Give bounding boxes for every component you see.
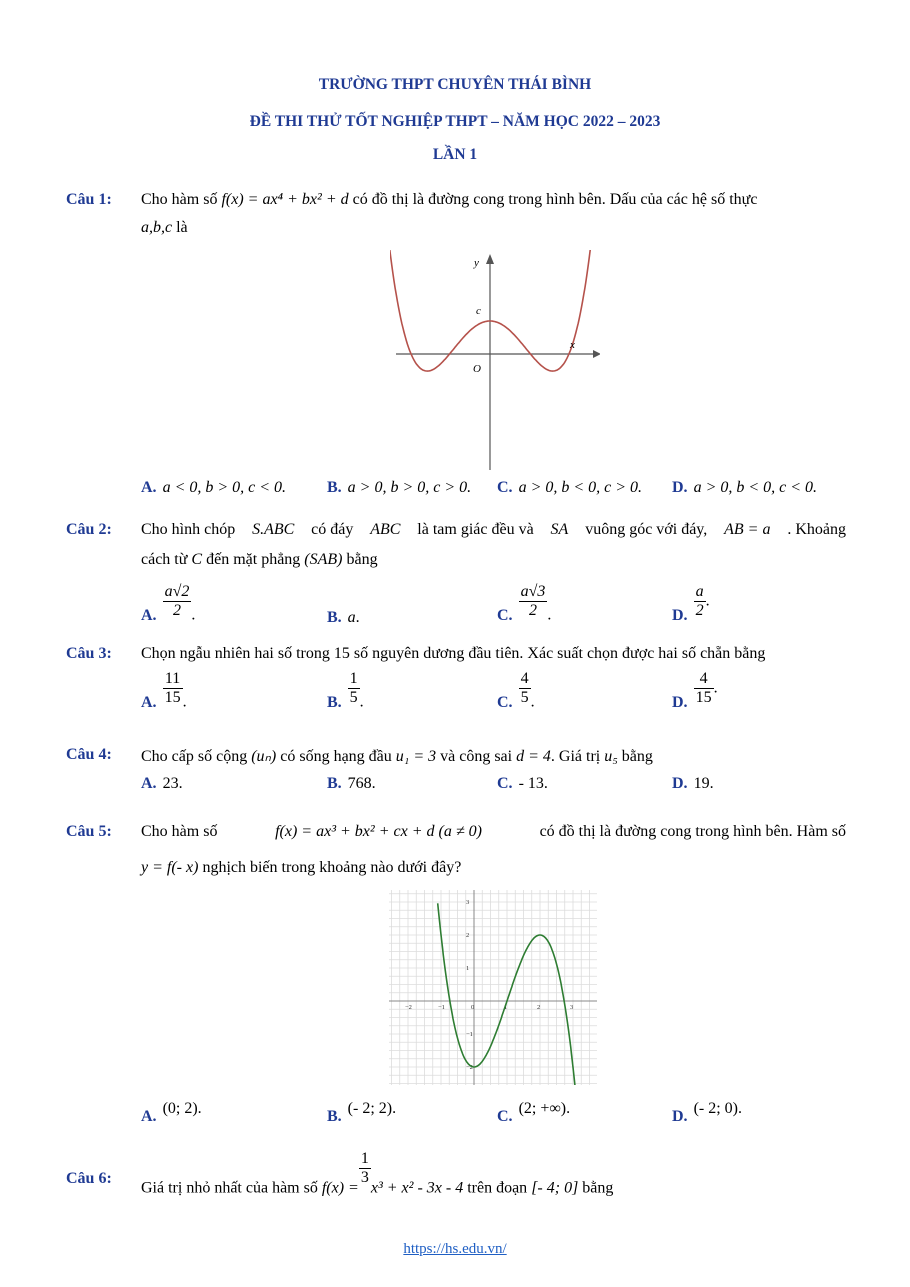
q4-option-b[interactable]: B. 768. bbox=[327, 775, 376, 792]
y-tick-label: 1 bbox=[466, 965, 470, 972]
footer-link[interactable]: https://hs.edu.vn/ bbox=[403, 1241, 507, 1257]
question-4-label: Câu 4: bbox=[66, 746, 112, 763]
q4-option-d[interactable]: D. 19. bbox=[672, 775, 714, 792]
x-tick-label: 3 bbox=[570, 1004, 574, 1011]
question-3-label: Câu 3: bbox=[66, 645, 112, 662]
exam-round: LẦN 1 bbox=[432, 146, 478, 163]
q4-option-a[interactable]: A. 23. bbox=[141, 775, 183, 792]
y-tick-label: 3 bbox=[466, 899, 470, 906]
q2-option-d[interactable]: D. $\frac{a}{2}$ . bbox=[672, 583, 710, 624]
question-5-graph bbox=[389, 890, 597, 1085]
q1-option-a[interactable]: A. a < 0, b > 0, c < 0. bbox=[141, 479, 287, 496]
question-1-graph bbox=[390, 250, 600, 472]
footer bbox=[0, 1240, 910, 1258]
q4-option-c[interactable]: C. - 13. bbox=[497, 775, 548, 792]
graph-c-label: c bbox=[476, 305, 481, 317]
graph-origin-label: O bbox=[473, 363, 481, 375]
q3-option-c[interactable]: C. $\frac{4}{5}$ . bbox=[497, 670, 535, 711]
q2-option-b[interactable]: B. a. bbox=[327, 609, 360, 626]
school-name: TRƯỜNG THPT CHUYÊN THÁI BÌNH bbox=[318, 76, 592, 93]
q2-option-c[interactable]: C. $\frac{a√3}{2}$ . bbox=[497, 583, 552, 624]
q3-option-d[interactable]: D. $\frac{4}{15}$ . bbox=[672, 670, 718, 711]
question-1-label: Câu 1: bbox=[66, 191, 112, 208]
question-1-function: f(x) = ax⁴ + bx² + d bbox=[221, 191, 349, 208]
question-6-label: Câu 6: bbox=[66, 1170, 112, 1187]
question-4-text: Cho cấp số cộng (uₙ) có sống hạng đầu u₁ = 3 và công sai d = 4. Giá trị u₅ bằng bbox=[141, 748, 653, 765]
exam-title: ĐỀ THI THỬ TỐT NGHIỆP THPT – NĂM HỌC 2022 – 2023 bbox=[249, 113, 661, 130]
question-1-line-1: Cho hàm số f(x) = ax⁴ + bx² + d có đồ thị là đường cong trong hình bên. Dấu của các hệ số thực bbox=[141, 191, 758, 208]
q5-option-b[interactable]: B. (- 2; 2). bbox=[327, 1100, 397, 1125]
question-1-line-2: a,b,c là bbox=[141, 219, 188, 236]
question-5-label: Câu 5: bbox=[66, 823, 112, 840]
x-tick-label: 1 bbox=[504, 1004, 508, 1011]
question-3-text: Chọn ngẫu nhiên hai số trong 15 số nguyên dương đầu tiên. Xác suất chọn được hai số chẵn bằng bbox=[141, 645, 766, 662]
graph-y-label: y bbox=[474, 257, 479, 269]
question-2-line-1: Cho hình chóp S.ABC có đáy ABC là tam giác đều và SA vuông góc với đáy, AB = a . Khoảng bbox=[141, 521, 846, 538]
q5-option-c[interactable]: C. (2; +∞). bbox=[497, 1100, 571, 1125]
graph-x-label: x bbox=[570, 339, 575, 351]
q1-option-c[interactable]: C. a > 0, b < 0, c > 0. bbox=[497, 479, 643, 496]
q3-option-a[interactable]: A. $\frac{11}{15}$ . bbox=[141, 670, 187, 711]
question-5-line-1: Cho hàm số f(x) = ax³ + bx² + cx + d (a ≠ 0) có đồ thị là đường cong trong hình bên. Hàm số bbox=[141, 823, 846, 840]
question-2-label: Câu 2: bbox=[66, 521, 112, 538]
q1-option-d[interactable]: D. a > 0, b < 0, c < 0. bbox=[672, 479, 818, 496]
x-tick-label: −2 bbox=[405, 1004, 412, 1011]
x-tick-label: −1 bbox=[438, 1004, 445, 1011]
q5-option-d[interactable]: D. (- 2; 0). bbox=[672, 1100, 742, 1125]
x-tick-label: 2 bbox=[537, 1004, 541, 1011]
y-tick-label: −1 bbox=[466, 1031, 473, 1038]
question-6-text: Giá trị nhỏ nhất của hàm số f(x) = $\frac{1}{3}$ x³ + x² - 3x - 4 trên đoạn [- 4; 0] bằng bbox=[141, 1150, 614, 1197]
q2-option-a[interactable]: A. $\frac{a√2}{2}$ . bbox=[141, 583, 196, 624]
y-tick-label: −2 bbox=[466, 1064, 473, 1071]
x-tick-label: 0 bbox=[471, 1004, 475, 1011]
question-2-line-2: cách từ C đến mặt phẳng (SAB) bằng bbox=[141, 551, 378, 568]
q1-option-b[interactable]: B. a > 0, b > 0, c > 0. bbox=[327, 479, 472, 496]
q5-option-a[interactable]: A. (0; 2). bbox=[141, 1100, 202, 1125]
q3-option-b[interactable]: B. $\frac{1}{5}$ . bbox=[327, 670, 364, 711]
question-5-line-2: y = f(- x) nghịch biến trong khoảng nào dưới đây? bbox=[141, 859, 462, 876]
y-tick-label: 2 bbox=[466, 932, 470, 939]
